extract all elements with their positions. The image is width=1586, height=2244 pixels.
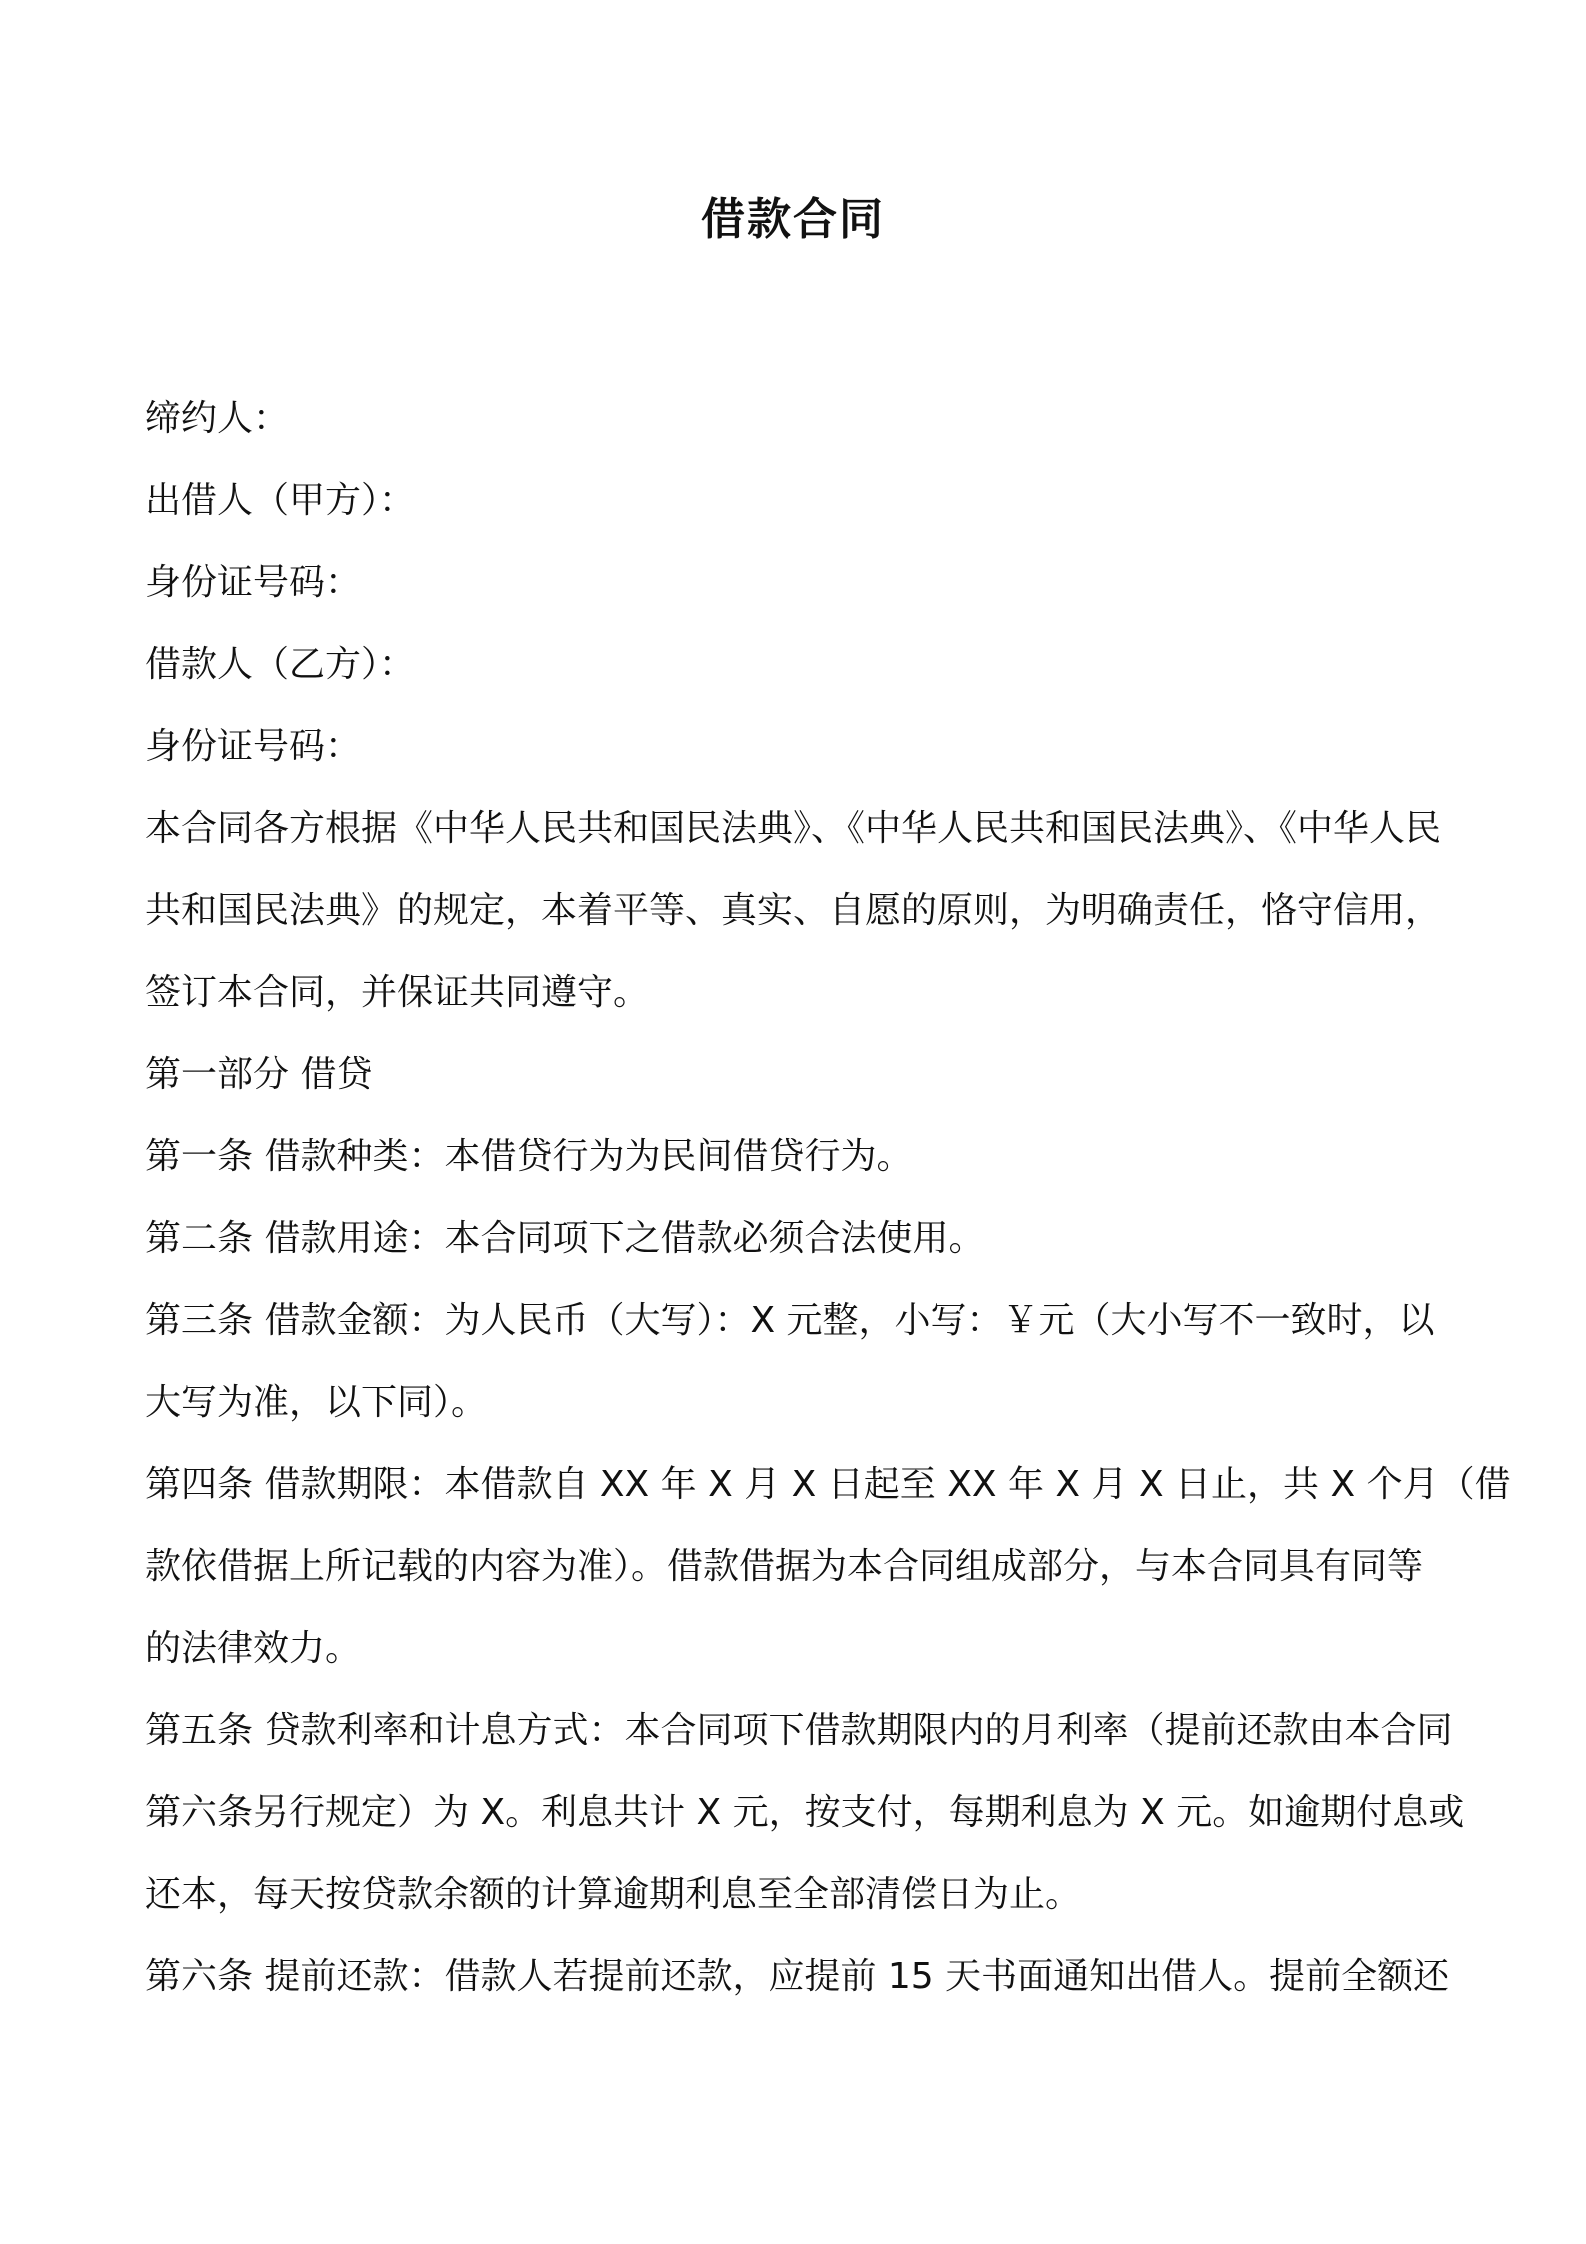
article-6-line-1: 第六条 提前还款：借款人若提前还款，应提前 15 天书面通知出借人。提前全额还 (145, 1956, 1450, 1997)
article-3-line-1: 第三条 借款金额：为人民币（大写）：X 元整，小写：￥元（大小写不一致时，以 (145, 1300, 1435, 1341)
line-signatories: 缔约人： (145, 398, 290, 439)
document-title: 借款合同 (701, 194, 885, 245)
article-1: 第一条 借款种类：本借贷行为为民间借贷行为。 (145, 1136, 913, 1177)
article-4-line-3: 的法律效力。 (145, 1628, 362, 1669)
article-4-line-1: 第四条 借款期限：本借款自 XX 年 X 月 X 日起至 XX 年 X 月 X 日止，共 X 个月（借 (145, 1464, 1511, 1505)
line-borrower: 借款人（乙方）： (145, 644, 416, 685)
article-5-line-1: 第五条 贷款利率和计息方式：本合同项下借款期限内的月利率（提前还款由本合同 (145, 1710, 1453, 1751)
line-lender: 出借人（甲方）： (145, 480, 416, 521)
line-borrower-id: 身份证号码： (145, 726, 362, 767)
preamble-line-1: 本合同各方根据《中华人民共和国民法典》、《中华人民共和国民法典》、《中华人民 (145, 808, 1442, 849)
article-2: 第二条 借款用途：本合同项下之借款必须合法使用。 (145, 1218, 985, 1259)
article-3-line-2: 大写为准，以下同）。 (145, 1382, 488, 1423)
article-5-line-2: 第六条另行规定）为 X。利息共计 X 元，按支付，每期利息为 X 元。如逾期付息或 (145, 1792, 1465, 1833)
article-5-line-3: 还本，每天按贷款余额的计算逾期利息至全部清偿日为止。 (145, 1874, 1082, 1915)
preamble-line-3: 签订本合同，并保证共同遵守。 (145, 972, 650, 1013)
section-heading: 第一部分 借贷 (145, 1054, 373, 1095)
document-body (145, 378, 1511, 2018)
preamble-line-2: 共和国民法典》的规定，本着平等、真实、自愿的原则，为明确责任，恪守信用， (145, 890, 1442, 931)
line-lender-id: 身份证号码： (145, 562, 362, 603)
article-4-line-2: 款依借据上所记载的内容为准）。借款借据为本合同组成部分，与本合同具有同等 (145, 1546, 1424, 1587)
